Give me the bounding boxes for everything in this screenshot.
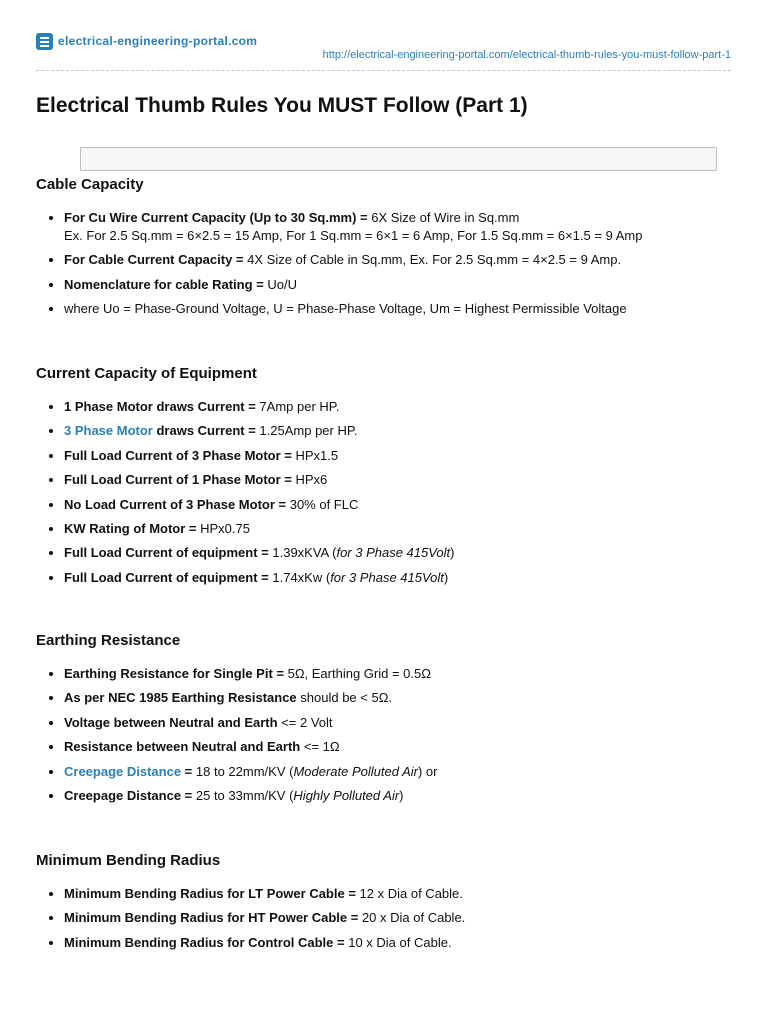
list-item [36,885,736,903]
rule-value: 30% of FLC [289,496,359,512]
rule-value: HPx0.75 [200,520,250,536]
list-item [36,569,736,587]
section-cable-capacity [36,176,736,325]
rule-suffix: ) [450,545,455,561]
rule-label: = [181,763,196,779]
list-item [36,422,736,440]
list-item [36,544,736,562]
rule-value: 5Ω, Earthing Grid = 0.5Ω [287,666,431,681]
page-header [36,32,731,72]
list-item [36,471,736,489]
three-phase-motor-link[interactable]: 3 Phase Motor [64,423,153,439]
rule-label: No Load Current of 3 Phase Motor = [64,496,290,512]
rule-value: 7Amp per HP. [259,399,340,414]
list-item [36,276,736,294]
rule-value: HPx6 [295,472,328,488]
rule-label: For Cu Wire Current Capacity (Up to 30 Sq.mm) = [64,210,372,225]
rule-value: <= 2 Volt [281,714,333,730]
rule-value: should be < 5Ω. [296,690,393,706]
rule-label: Full Load Current of 3 Phase Motor = [64,447,296,463]
rule-label: Minimum Bending Radius for LT Power Cable = [64,886,360,901]
rule-condition: for 3 Phase 415Volt [336,545,451,561]
rule-label: Minimum Bending Radius for HT Power Cable = [64,910,362,926]
list-item [36,398,736,416]
rule-label: Full Load Current of equipment = [64,569,273,585]
rule-example: Ex. For 2.5 Sq.mm = 6×2.5 = 15 Amp, For 1 Sq.mm = 6×1 = 6 Amp, For 1.5 Sq.mm = 6×1.5 = 9 Amp [64,228,643,243]
rule-value: 20 x Dia of Cable. [361,910,466,926]
section-heading: Cable Capacity [36,176,144,193]
creepage-distance-link[interactable]: Creepage Distance [64,763,182,779]
rule-label: Voltage between Neutral and Earth [64,714,282,730]
rule-label: For Cable Current Capacity = [64,252,248,268]
rule-value: 6X Size of Wire in Sq.mm [371,210,520,225]
rule-value: 1.39xKVA ( [272,545,337,561]
section-bending-radius [36,852,736,958]
document-list-icon [36,33,53,50]
section-heading: Current Capacity of Equipment [36,365,257,382]
section-heading: Earthing Resistance [36,632,181,649]
list-item [36,714,736,732]
rule-value: Uo/U [267,276,297,292]
rule-value: 25 to 33mm/KV ( [195,787,294,803]
rule-label: KW Rating of Motor = [64,520,201,536]
rule-list [36,209,736,318]
rule-label: Nomenclature for cable Rating = [64,276,268,292]
rule-list [36,665,736,805]
list-item [36,763,736,781]
rule-label: Earthing Resistance for Single Pit = [64,666,288,681]
rule-value: 1.25Amp per HP. [259,423,358,439]
list-item [36,251,736,269]
list-item [36,520,736,538]
page-title: Electrical Thumb Rules You MUST Follow (Part 1) [36,94,528,117]
rule-label: Creepage Distance = [64,787,196,803]
rule-label: As per NEC 1985 Earthing Resistance [64,690,297,706]
rule-value: <= 1Ω [303,739,340,755]
rule-list [36,398,736,587]
rule-value: HPx1.5 [295,447,339,463]
rule-suffix: ) [443,569,449,585]
rule-value: 12 x Dia of Cable. [359,886,463,901]
rule-label: Full Load Current of equipment = [64,545,273,561]
rule-value: 18 to 22mm/KV ( [195,763,294,779]
list-item [36,909,736,927]
list-item [36,934,736,952]
rule-suffix: ) or [417,763,438,779]
rule-label: Resistance between Neutral and Earth [64,739,304,755]
rule-label: Full Load Current of 1 Phase Motor = [64,472,296,488]
rule-value: 10 x Dia of Cable. [348,934,452,950]
rule-label: Minimum Bending Radius for Control Cable = [64,934,349,950]
image-placeholder [80,147,717,171]
list-item [36,209,736,245]
list-item [36,447,736,465]
header-divider [36,70,731,71]
list-item [36,665,736,683]
rule-value: where Uo = Phase-Ground Voltage, U = Phase-Phase Voltage, Um = Highest Permissible Voltage [64,301,627,317]
site-name-link[interactable]: electrical-engineering-portal.com [58,34,258,48]
rule-list [36,885,736,952]
list-item [36,738,736,756]
section-current-capacity [36,365,736,593]
section-heading: Minimum Bending Radius [36,852,221,869]
page-url-link[interactable]: http://electrical-engineering-portal.com/electrical-thumb-rules-you-must-follow-part-1 [322,49,731,61]
rule-label: draws Current = [152,423,260,439]
rule-condition: Moderate Polluted Air [293,763,418,779]
rule-condition: for 3 Phase 415Volt [330,569,444,585]
rule-value: 1.74xKw ( [272,569,331,585]
rule-condition: Highly Polluted Air [293,787,400,803]
list-item [36,496,736,514]
rule-suffix: ) [399,787,404,803]
list-item [36,787,736,805]
list-item [36,689,736,707]
rule-label: 1 Phase Motor draws Current = [64,399,260,414]
section-earthing-resistance [36,632,736,811]
rule-value: 4X Size of Cable in Sq.mm, Ex. For 2.5 Sq.mm = 4×2.5 = 9 Amp. [247,252,622,268]
list-item [36,300,736,318]
